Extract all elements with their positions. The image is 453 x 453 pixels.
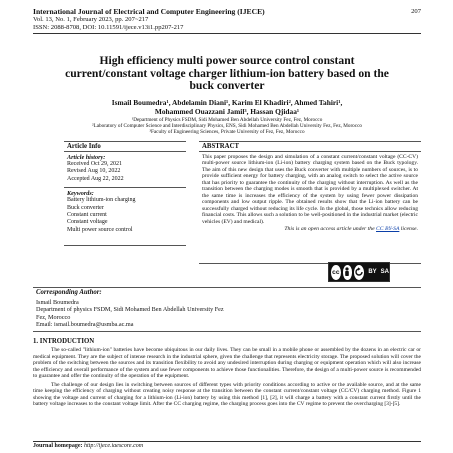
introduction-body xyxy=(33,347,421,408)
page-footer xyxy=(33,443,143,449)
abstract-heading: ABSTRACT xyxy=(199,142,421,152)
keyword-item: Battery lithium-ion charging xyxy=(67,197,136,204)
abstract-text: This paper proposes the design and simulation of a constant current/constant voltage (CC-CV) multi-power source lithium-ion (Li-ion) battery charging system based on the Buck typology. The aim of this new design that uses the Buck converter with multiple numbers of sources, is to provide sufficient energy for battery charging, with an analog switch to select the active source that has priority to guarantee the continuity of the charging without interruption. As well as the transition between the charging modes is smooth that is provided by a multiplexed switcher. At the same time is increases the efficiency of the system by using fewer power dissipation components and low output ripple. The obtained results show that the Li-ion battery can be successfully charged without reducing its life cycle. In the global, those technics allow reducing financial costs. This allows such a solution to be well-positioned in the industrial market (electric vehicles (EV) and medical). xyxy=(202,154,418,225)
keywords-list xyxy=(64,197,186,234)
person-glyph xyxy=(343,267,351,277)
authors-line-2: Mohammed Ouazzani Jamil³, Hassan Qjidaa¹ xyxy=(154,106,300,116)
affiliation-3: ³Faculty of Engineering Sciences, Private University of Fez, Fez, Morocco xyxy=(149,129,305,136)
footer-label: Journal homepage: xyxy=(33,443,83,449)
share-alike-glyph xyxy=(354,267,364,277)
article-history-heading: Article history: xyxy=(67,154,106,161)
header-rule xyxy=(33,33,421,34)
accepted-date: Accepted Aug 22, 2022 xyxy=(67,175,124,182)
intro-paragraph-1: The so-called "lithium-ion" batteries have become ubiquitous in our daily lives. They can be small in a mobile phone or assembled by the dozens in an electric car or medical equipment. They are the subject of intense research in the industrial sphere, given the challenge that represents electricity storage. The proposed solution will cover the problem of the switching between the sources and its transition flexibility to avoid any undesired interruption during charging or equipment operation which will also increase the efficiency and overall performance of the system and use fewer components to achieve those functionalities. Therefore, the design of a multi-power source is recommended to guarantee and offer the continuity of the operation of the equipment. xyxy=(33,347,421,379)
sa-label: SA xyxy=(380,269,389,275)
license-note xyxy=(199,225,421,233)
keywords-heading: Keywords: xyxy=(67,190,94,198)
authors-line-1: Ismail Boumedra¹, Abdelamin Diani¹, Karim El Khadiri², Ahmed Tahiri¹, xyxy=(111,98,343,107)
keyword-item: Constant voltage xyxy=(67,219,108,226)
corresponding-name: Ismail Boumedra xyxy=(36,299,79,306)
license-link[interactable]: CC BY-SA xyxy=(376,225,400,232)
article-info-box xyxy=(64,141,186,246)
affiliation-1: ¹Department of Physics FSDM, Sidi Mohamed Ben Abdellah University Fez, Fez, Morocco xyxy=(131,117,323,123)
license-prefix: This is an open access article under the xyxy=(284,225,377,232)
received-date: Received Oct 29, 2021 xyxy=(67,161,122,167)
intro-paragraph-2: The challenge of our design lies in switching between sources of different types with priority conditions according to active or the available source, and at the same time keeping the efficiency of charging without creating noisy response at the transition between the constant current/constant voltage (CC/CV) charging method. Figure 1 showing the voltage and current of charging for a lithium-ion (Li-ion) battery by using this method [1], [2], it will charge a battery with a constant current firstly until the battery voltage increases to the constant voltage limit. After the CC charging regime, the charging process goes into the CV regime to prevent the overcharging [3]-[5]. xyxy=(33,381,421,407)
affiliation-2: ²Laboratory of Computer Science and Interdisciplinary Physics, ENS, Sidi Mohamed Ben Abdellah University Fez, Fez, Morocco xyxy=(92,123,362,130)
share-alike-icon xyxy=(354,265,364,280)
corresponding-details xyxy=(33,297,421,331)
corresponding-author-box xyxy=(33,287,421,332)
person-icon xyxy=(343,265,353,280)
corresponding-city: Fez, Morocco xyxy=(36,313,71,321)
revised-date: Revised Aug 10, 2022 xyxy=(67,168,121,175)
license-suffix: license. xyxy=(399,225,418,232)
affiliations xyxy=(33,117,421,136)
corresponding-email[interactable]: Email: ismail.boumedra@usmba.ac.ma xyxy=(36,321,134,329)
introduction-heading: 1. INTRODUCTION xyxy=(33,338,95,345)
cc-icon: cc xyxy=(331,265,341,280)
footer-rule xyxy=(33,441,421,442)
cc-by-sa-badge[interactable] xyxy=(328,262,390,282)
corresponding-heading: Corresponding Author: xyxy=(36,289,102,296)
keyword-item: Multi power source control xyxy=(67,226,133,233)
page-number: 207 xyxy=(411,8,421,15)
author-list xyxy=(60,99,394,116)
abstract-box xyxy=(199,141,421,264)
corresponding-dept: Department of physics FSDM, Sidi Mohamed Ben Abdellah University Fez xyxy=(36,306,224,314)
by-label: BY xyxy=(368,269,377,275)
journal-homepage-link[interactable]: http://ijece.iaescore.com xyxy=(84,443,144,449)
journal-issn: ISSN: 2088-8708, DOI: 10.11591/ijece.v13i1.pp207-217 xyxy=(33,24,184,32)
keyword-item: Constant current xyxy=(67,212,107,219)
journal-name: International Journal of Electrical and Computer Engineering (IJECE) xyxy=(33,7,265,16)
paper-title: High efficiency multi power source control constant current/constant voltage charger lithium-ion battery based on the buck converter xyxy=(65,54,389,93)
journal-volume: Vol. 13, No. 1, February 2023, pp. 207~217 xyxy=(33,16,149,24)
article-history xyxy=(64,161,186,183)
keyword-item: Buck converter xyxy=(67,204,104,211)
journal-header xyxy=(33,8,421,33)
article-info-heading: Article Info xyxy=(64,142,186,152)
